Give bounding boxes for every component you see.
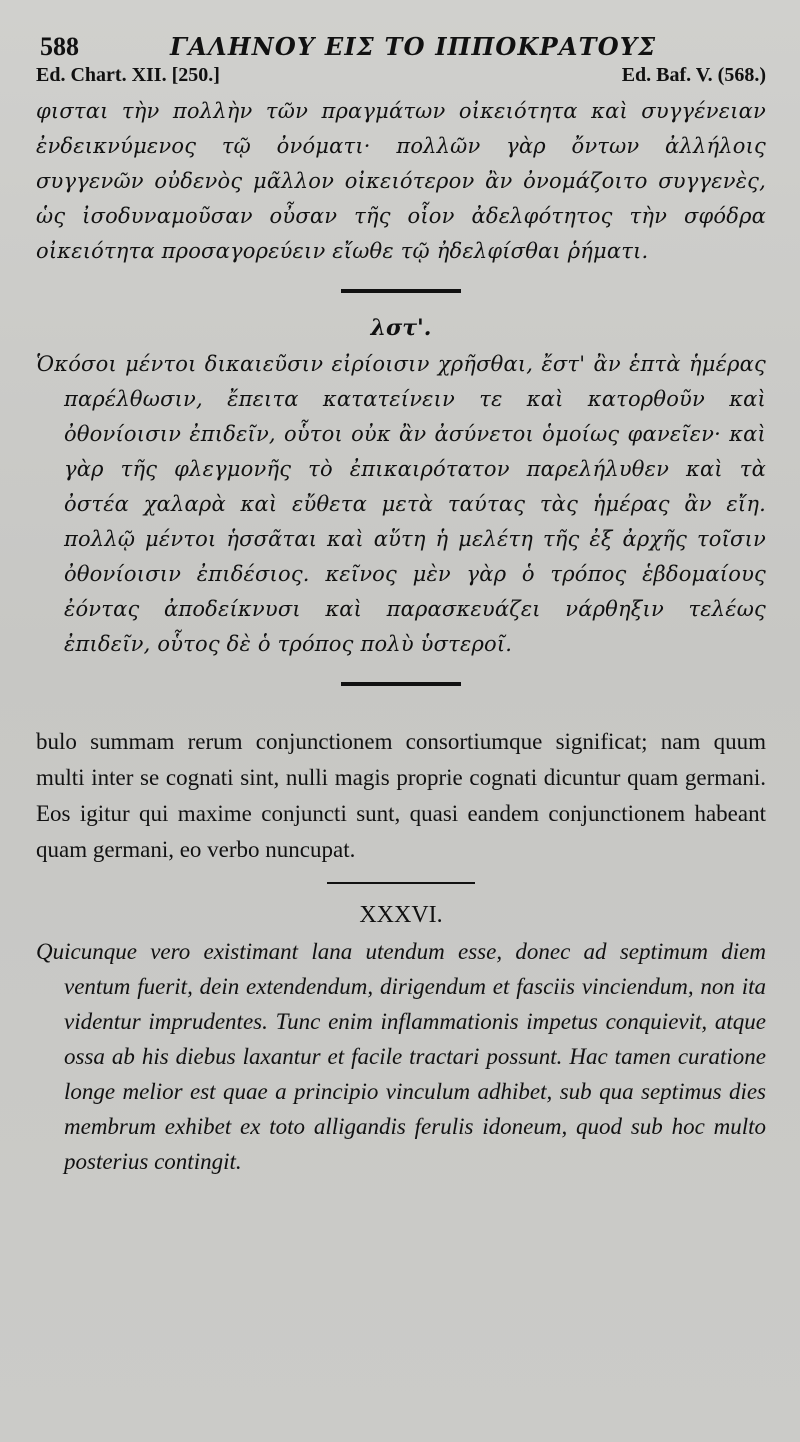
latin-section-number: XXXVI. [359,902,443,928]
section-divider-2 [341,682,461,686]
section-divider-3 [327,882,475,884]
page-number: 588 [40,32,79,61]
latin-section-paragraph: Quicunque vero existimant lana utendum esse, donec ad septimum diem ventum fuerit, dein extendendum, dirigendum et fasciis vinciendum, non ita videntur imprudentes. Tunc enim inflammationis impetus conquievit, atque ossa ab his diebus laxantur et facile tractari possunt. Hac tamen curatione longe melior est quae a principio vinculum adhibet, sub qua septimus dies membrum exhibet ex toto alligandis ferulis idoneum, quod sub hoc multo posterius contingit. [36,939,766,1174]
latin-section-block [36,934,766,1179]
latin-intro-block [36,724,766,868]
latin-intro-paragraph: bulo summam rerum conjunctionem consortiumque significat; nam quum multi inter se cognati sint, nulli magis proprie cognati dicuntur quam germani. Eos igitur qui maxime conjuncti sunt, quasi eandem conjunctionem habeant quam germani, eo verbo nuncupat. [36,729,766,862]
page-header [36,28,766,64]
greek-intro-block [36,94,766,269]
edition-right: Ed. Baf. V. (568.) [621,64,766,86]
greek-section-paragraph: Ὁκόσοι μέντοι δικαιεῦσιν εἰρίοισιν χρῆσθαι, ἔστ' ἂν ἑπτὰ ἡμέρας παρέλθωσιν, ἔπειτα κατατείνειν τε καὶ κατορθοῦν καὶ ὀθονίοισιν ἐπιδεῖν, οὗτοι οὐκ ἂν ἀσύνετοι ὁμοίως φανεῖεν· καὶ γὰρ τῆς φλεγμονῆς τὸ ἐπικαιρότατον παρελήλυθεν καὶ τὰ ὀστέα χαλαρὰ καὶ εὔθετα μετὰ ταύτας τὰς ἡμέρας ἂν εἴη. πολλῷ μέντοι ἡσσᾶται καὶ αὕτη ἡ μελέτη τῆς ἐξ ἀρχῆς τοῖσιν ὀθονίοισιν ἐπιδέσιος. κεῖνος μὲν γὰρ ὁ τρόπος ἑβδομαίους ἐόντας ἀποδείκνυσι καὶ παρασκευάζει νάρθηξιν τελέως ἐπιδεῖν, οὗτος δὲ ὁ τρόπος πολὺ ὑστεροῖ. [36,352,766,656]
greek-section-block [36,347,766,662]
greek-section-number: λστ'. [370,315,432,341]
running-title: ΓΑΛΗΝΟΥ ΕΙΣ ΤΟ ΙΠΠΟΚΡΑΤΟΥΣ [170,32,657,61]
edition-line [36,64,766,90]
greek-intro-paragraph: φισται τὴν πολλὴν τῶν πραγμάτων οἰκειότητα καὶ συγγένειαν ἐνδεικνύμενος τῷ ὀνόματι· πολλῶν γὰρ ὄντων ἀλλήλοις συγγενῶν οὐδενὸς μᾶλλον οἰκειότερον ἂν ὀνομάζοιτο συγγενὲς, ὡς ἰσοδυναμοῦσαν οὖσαν τῆς οἷον ἀδελφότητος τὴν σφόδρα οἰκειότητα προσαγορεύειν εἴωθε τῷ ἠδελφίσθαι ῥήματι. [36,99,766,263]
section-divider-1 [341,289,461,293]
edition-left: Ed. Chart. XII. [250.] [36,64,220,86]
